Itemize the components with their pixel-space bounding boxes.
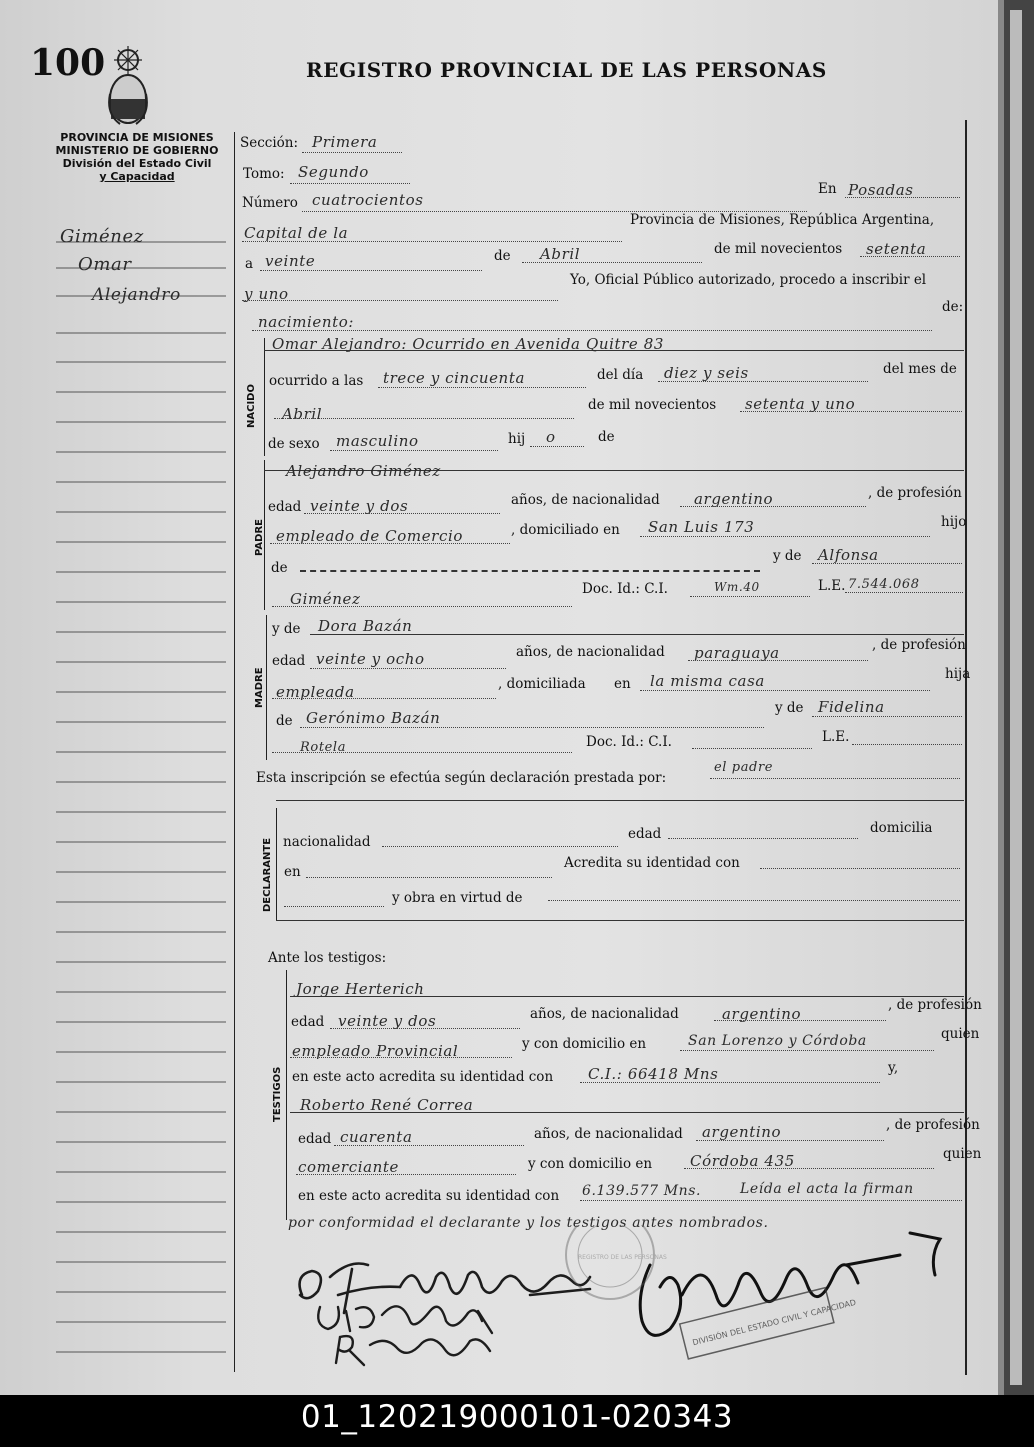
madre-padre-value: Gerónimo Bazán xyxy=(306,709,441,727)
t1-ci-value: C.I.: 66418 Mns xyxy=(588,1065,719,1083)
margin-surname: Giménez xyxy=(60,226,144,247)
padre-de-label: de xyxy=(271,560,288,576)
nacido-de-label: de xyxy=(598,429,615,445)
nacido-label: NACIDO xyxy=(246,384,257,428)
declarante-acredita-label: Acredita su identidad con xyxy=(564,855,740,871)
t2-edad-value: cuarenta xyxy=(340,1128,413,1146)
mes-value: Abril xyxy=(540,245,581,263)
madre-edad-value: veinte y ocho xyxy=(316,650,425,668)
madre-yde2-label: y de xyxy=(775,700,804,716)
t2-name: Roberto René Correa xyxy=(300,1096,474,1114)
sexo-value: masculino xyxy=(336,432,419,450)
de-end: de: xyxy=(942,299,964,315)
org-line-1: PROVINCIA DE MISIONES xyxy=(60,131,214,144)
image-id: 01_120219000101-020343 xyxy=(300,1399,734,1435)
padre-anios-label: años, de nacionalidad xyxy=(511,492,660,508)
declarante-label: DECLARANTE xyxy=(262,837,273,912)
org-line-3: División del Estado Civil xyxy=(62,157,212,170)
declaracion-value: el padre xyxy=(714,760,774,775)
official-stamp xyxy=(680,1288,857,1359)
seccion-value: Primera xyxy=(312,133,378,151)
stamp-text: DIVISIÓN DEL ESTADO CIVIL Y CAPACIDAD xyxy=(691,1297,857,1348)
madre-de-label: de xyxy=(276,713,293,729)
madre-hija-label: hija xyxy=(945,666,971,682)
madre-nac-value: paraguaya xyxy=(694,644,780,662)
t1-name: Jorge Herterich xyxy=(296,980,425,998)
madre-le-label: L.E. xyxy=(822,729,850,745)
main-column-divider xyxy=(234,132,235,1372)
madre-yde-label: y de xyxy=(272,621,301,637)
numero-value: cuatrocientos xyxy=(312,191,424,209)
nacido-divider xyxy=(264,338,265,456)
right-border xyxy=(965,120,967,1375)
t2-quien-label: quien xyxy=(943,1146,982,1162)
tomo-label: Tomo: xyxy=(243,166,285,182)
t1-prof-label: , de profesión xyxy=(888,997,982,1013)
padre-label: PADRE xyxy=(254,519,265,556)
registry-seal xyxy=(566,1225,667,1299)
provincia-text: Provincia de Misiones, República Argentina, xyxy=(630,212,935,228)
nacido-name-value: Omar Alejandro: Ocurrido en Avenida Quitre 83 xyxy=(272,335,665,353)
nacido-mil-label: de mil novecientos xyxy=(588,397,717,413)
t1-edad-label: edad xyxy=(291,1014,325,1030)
t2-nac-value: argentino xyxy=(702,1123,782,1141)
declarante-en-label: en xyxy=(284,864,301,880)
tomo-value: Segundo xyxy=(298,163,369,181)
anio-value: setenta xyxy=(866,240,927,258)
madre-madre-value2: Rotela xyxy=(300,740,347,755)
book-edge-pages xyxy=(1010,10,1022,1385)
a-value: veinte xyxy=(265,252,316,270)
padre-hijo-label: hijo xyxy=(941,514,967,530)
t1-edad-value: veinte y dos xyxy=(338,1012,437,1030)
padre-ci-value: Wm.40 xyxy=(714,580,760,594)
sexo-label: de sexo xyxy=(268,436,320,452)
t1-quien-label: quien xyxy=(941,1026,980,1042)
nacido-anio-value: setenta y uno xyxy=(745,395,856,413)
signer1-signature xyxy=(300,1264,590,1314)
nacido-mes-value: Abril xyxy=(282,405,323,423)
t1-anios-label: años, de nacionalidad xyxy=(530,1006,679,1022)
madre-en-label: en xyxy=(614,676,631,692)
closing-text: por conformidad el declarante y los testigos antes nombrados. xyxy=(288,1215,769,1231)
hij-label: hij xyxy=(508,431,526,447)
de-label: de xyxy=(494,248,511,264)
t2-ci-value: 6.139.577 Mns. xyxy=(582,1183,702,1199)
t2-dom-value: Córdoba 435 xyxy=(690,1152,795,1170)
madre-dom-label: , domiciliada xyxy=(498,676,586,692)
t1-nac-value: argentino xyxy=(722,1005,802,1023)
testigos-ante: Ante los testigos: xyxy=(268,950,387,966)
org-line-2: MINISTERIO DE GOBIERNO xyxy=(55,144,219,157)
t2-prof-label: , de profesión xyxy=(886,1117,980,1133)
padre-name-value: Alejandro Giménez xyxy=(286,462,441,480)
madre-prof-label: , de profesión xyxy=(872,637,966,653)
t2-ci-rest: Leída el acta la firman xyxy=(740,1181,914,1197)
en-label: En xyxy=(818,181,837,197)
madre-anios-label: años, de nacionalidad xyxy=(516,644,665,660)
t2-dom-label: y con domicilio en xyxy=(528,1156,653,1172)
seal-text: REGISTRO DE LAS PERSONAS xyxy=(578,1254,667,1261)
numero-label: Número xyxy=(242,195,298,211)
hij-value: o xyxy=(546,428,556,446)
padre-madre-value2: Giménez xyxy=(290,590,361,608)
padre-le-label: L.E. xyxy=(818,578,846,594)
en-value: Posadas xyxy=(848,181,914,199)
padre-edad-value: veinte y dos xyxy=(310,497,409,515)
dia-label: del día xyxy=(597,367,644,383)
madre-prof-value: empleada xyxy=(276,683,355,701)
t1-dom-value: San Lorenzo y Córdoba xyxy=(688,1033,867,1049)
margin-first-name: Omar xyxy=(78,254,132,275)
ocurrido-label: ocurrido a las xyxy=(269,373,364,389)
acto-value: nacimiento: xyxy=(258,313,355,331)
padre-le-value: 7.544.068 xyxy=(848,577,920,592)
signer3-signature xyxy=(336,1336,490,1365)
t2-edad-label: edad xyxy=(298,1131,332,1147)
t1-dom-label: y con domicilio en xyxy=(522,1036,647,1052)
t1-acredita-label: en este acto acredita su identidad con xyxy=(292,1069,554,1085)
padre-madre-value: Alfonsa xyxy=(818,546,879,564)
hora-value: trece y cincuenta xyxy=(383,369,525,387)
declarante-dom-label: domicilia xyxy=(870,820,933,836)
madre-madre-value: Fidelina xyxy=(818,698,885,716)
t1-y-label: y, xyxy=(888,1060,899,1076)
madre-doc-label: Doc. Id.: C.I. xyxy=(586,734,672,750)
t2-anios-label: años, de nacionalidad xyxy=(534,1126,683,1142)
t2-acredita-label: en este acto acredita su identidad con xyxy=(298,1188,560,1204)
padre-edad-label: edad xyxy=(268,499,302,515)
declarante-nac-label: nacionalidad xyxy=(283,834,371,850)
dia-value: diez y seis xyxy=(664,364,749,382)
margin-middle-name: Alejandro xyxy=(92,285,181,305)
y-value: y uno xyxy=(244,285,289,303)
padre-dom-label: , domiciliado en xyxy=(511,522,620,538)
org-block xyxy=(42,131,232,183)
padre-yde-label: y de xyxy=(773,548,802,564)
signatures-area xyxy=(290,1225,950,1370)
coat-of-arms-icon xyxy=(106,44,150,126)
org-line-4: y Capacidad xyxy=(99,170,175,183)
page-number: 100 xyxy=(30,42,106,84)
t1-prof-value: empleado Provincial xyxy=(292,1042,459,1060)
testigos-label: TESTIGOS xyxy=(272,1066,283,1122)
madre-name-value: Dora Bazán xyxy=(318,617,413,635)
document-title: REGISTRO PROVINCIAL DE LAS PERSONAS xyxy=(306,58,827,82)
a-label: a xyxy=(245,256,254,272)
padre-doc-label: Doc. Id.: C.I. xyxy=(582,581,668,597)
declarante-obra-label: y obra en virtud de xyxy=(392,890,523,906)
padre-prof-value: empleado de Comercio xyxy=(276,527,463,545)
testigos-divider xyxy=(286,970,287,1220)
yo-text: Yo, Oficial Público autorizado, procedo a inscribir el xyxy=(570,272,927,288)
madre-divider xyxy=(266,615,267,760)
padre-prof-label: , de profesión xyxy=(868,485,962,501)
mil-label: de mil novecientos xyxy=(714,241,843,257)
capital-value: Capital de la xyxy=(244,224,349,242)
declarante-edad-label: edad xyxy=(628,826,662,842)
declarante-divider xyxy=(276,808,277,920)
madre-label: MADRE xyxy=(254,667,265,708)
seccion-label: Sección: xyxy=(240,135,299,151)
declaracion-text: Esta inscripción se efectúa según declaración prestada por: xyxy=(256,770,667,786)
margin-lines xyxy=(50,230,232,1370)
t2-prof-value: comerciante xyxy=(298,1158,400,1176)
padre-dom-value: San Luis 173 xyxy=(648,518,755,536)
madre-dom-value: la misma casa xyxy=(650,672,765,690)
mes-label: del mes de xyxy=(883,361,957,377)
madre-edad-label: edad xyxy=(272,653,306,669)
padre-nac-value: argentino xyxy=(694,490,774,508)
